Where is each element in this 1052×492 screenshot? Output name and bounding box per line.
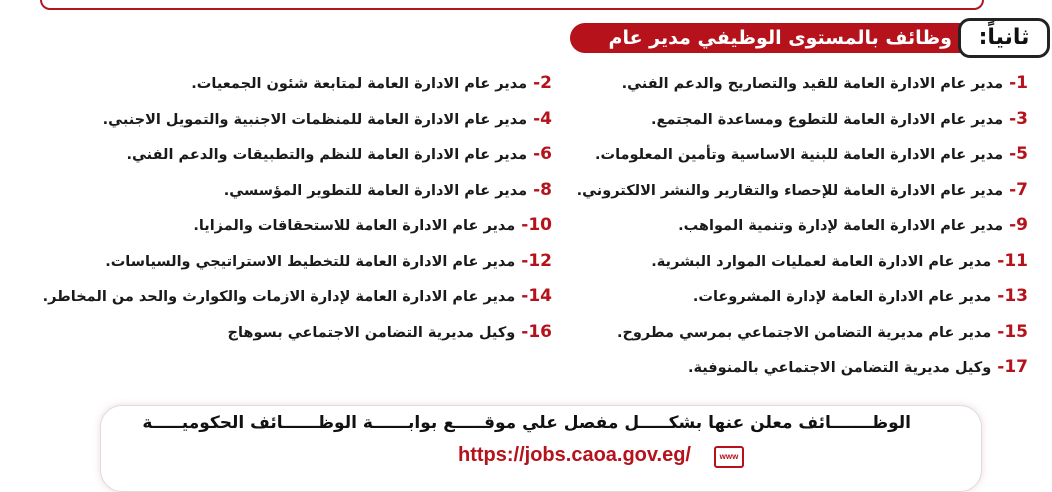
- section-tag: ثانياً:: [958, 18, 1050, 58]
- list-item: [488, 315, 1028, 351]
- list-item: [12, 173, 552, 209]
- list-item: [488, 208, 1028, 244]
- item-number: 3-: [1009, 108, 1028, 129]
- item-text: مدير عام الادارة العامة للنظم والتطبيقات والدعم الفني.: [126, 147, 528, 163]
- list-item: [12, 244, 552, 280]
- list-item: [488, 244, 1028, 280]
- item-number: 5-: [1009, 144, 1028, 164]
- footer-box: [100, 405, 982, 492]
- item-number: 11-: [997, 250, 1028, 271]
- item-number: 16-: [521, 321, 552, 342]
- list-item: [488, 350, 1028, 386]
- jobs-portal-link[interactable]: https://jobs.caoa.gov.eg/: [458, 444, 691, 466]
- list-item: [12, 279, 552, 315]
- list-item: [488, 102, 1028, 138]
- list-item: [488, 137, 1028, 173]
- item-text: وكيل مديرية التضامن الاجتماعي بالمنوفية.: [687, 360, 992, 376]
- item-number: 8-: [533, 179, 552, 200]
- item-text: مدير عام الادارة العامة للتطوع ومساعدة المجتمع.: [651, 111, 1004, 128]
- item-text: وكيل مديرية التضامن الاجتماعي بسوهاج: [227, 324, 516, 341]
- list-item: [12, 315, 552, 351]
- list-item: [12, 137, 552, 173]
- www-icon: www: [714, 446, 744, 468]
- jobs-list-right: [488, 66, 1028, 386]
- list-item: [488, 66, 1028, 102]
- section-header: [560, 18, 1050, 60]
- item-text: مدير عام الادارة العامة للتطوير المؤسسي.: [223, 182, 528, 199]
- item-text: مدير عام الادارة العامة للقيد والتصاريح والدعم الفني.: [621, 76, 1004, 92]
- item-number: 9-: [1009, 215, 1028, 235]
- item-number: 17-: [997, 357, 1028, 377]
- item-number: 1-: [1009, 73, 1028, 93]
- item-text: مدير عام الادارة العامة لإدارة المشروعات.: [692, 289, 992, 305]
- list-item: [488, 279, 1028, 315]
- item-text: مدير عام مديرية التضامن الاجتماعي بمرسي مطروح.: [616, 324, 992, 341]
- list-item: [12, 208, 552, 244]
- item-number: 4-: [533, 108, 552, 129]
- item-text: مدير عام الادارة العامة لإدارة الازمات والكوارث والحد من المخاطر.: [42, 289, 516, 305]
- item-text: مدير عام الادارة العامة لعمليات الموارد البشرية.: [651, 253, 992, 270]
- jobs-list-left: [12, 66, 552, 350]
- item-text: مدير عام الادارة العامة للاستحقاقات والمزايا.: [193, 218, 516, 234]
- item-number: 6-: [533, 144, 552, 164]
- item-text: مدير عام الادارة العامة للتخطيط الاستراتيجي والسياسات.: [105, 253, 516, 270]
- item-number: 12-: [521, 250, 552, 271]
- item-text: مدير عام الادارة العامة للمنظمات الاجنبية والتمويل الاجنبي.: [102, 111, 528, 128]
- item-number: 7-: [1009, 179, 1028, 200]
- item-text: مدير عام الادارة العامة للإحصاء والتقارير والنشر الالكتروني.: [576, 182, 1004, 199]
- list-item: [12, 102, 552, 138]
- item-text: مدير عام الادارة العامة لإدارة وتنمية المواهب.: [678, 218, 1004, 234]
- footer-announcement: الوظـــــــائف معلن عنها بشكـــــل مفصل علي موقـــــع بوابــــــة الوظــــــائف الحكوميـــــة: [142, 413, 911, 433]
- top-border-decoration: [40, 0, 984, 10]
- item-number: 13-: [997, 286, 1028, 306]
- item-number: 14-: [521, 286, 552, 306]
- section-title: وظائف بالمستوى الوظيفي مدير عام: [570, 23, 970, 53]
- item-text: مدير عام الادارة العامة لمتابعة شئون الجمعيات.: [191, 76, 528, 92]
- item-number: 10-: [521, 215, 552, 235]
- item-number: 15-: [997, 321, 1028, 342]
- item-text: مدير عام الادارة العامة للبنية الاساسية وتأمين المعلومات.: [595, 147, 1004, 163]
- list-item: [488, 173, 1028, 209]
- list-item: [12, 66, 552, 102]
- item-number: 2-: [533, 73, 552, 93]
